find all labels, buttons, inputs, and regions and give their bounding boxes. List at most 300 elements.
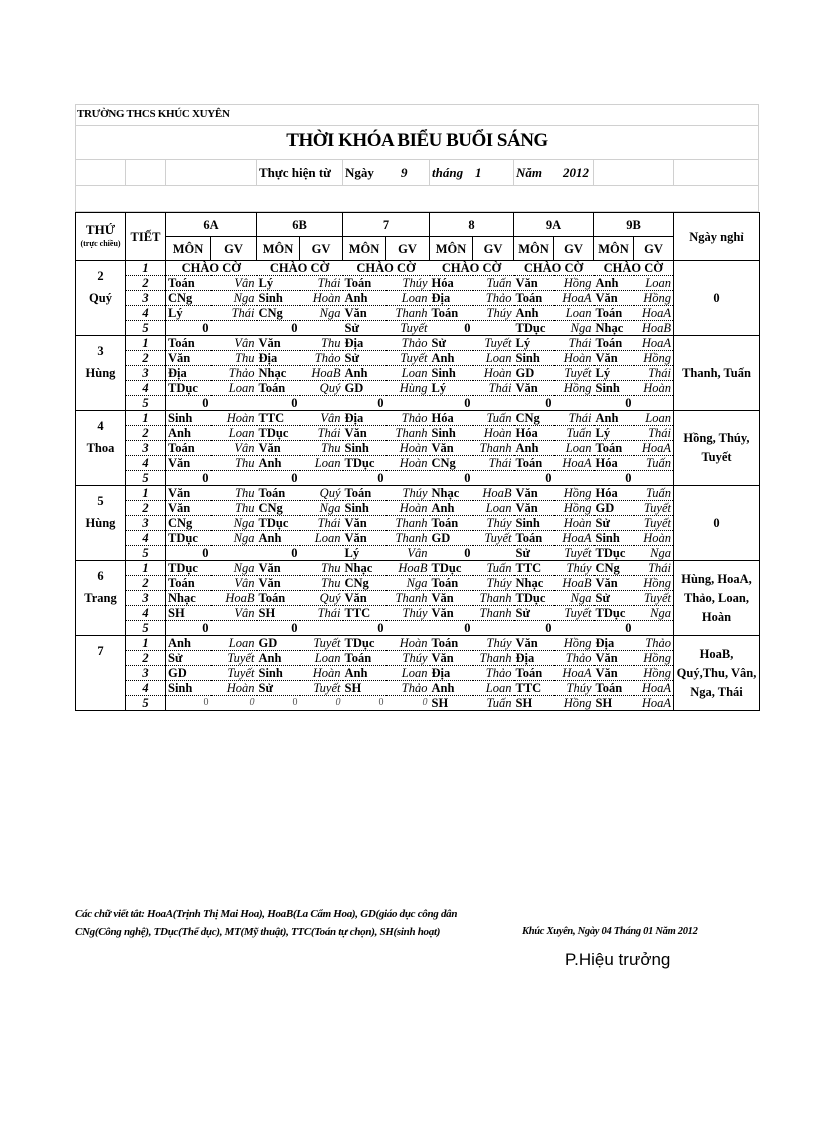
subject-cell: 0 (166, 696, 211, 711)
teacher-cell: Thảo (634, 636, 674, 651)
period-number: 5 (126, 546, 166, 561)
header-mon: MÔN (430, 237, 473, 261)
teacher-cell: Thảo (300, 351, 343, 366)
teacher-cell: Thúy (386, 606, 430, 621)
subject-cell: Văn (257, 576, 300, 591)
subject-cell: Văn (514, 381, 554, 396)
teacher-cell (634, 621, 674, 636)
period-row (76, 516, 760, 531)
abbreviations-line-1: Các chữ viết tắt: HoaA(Trịnh Thị Mai Hoa), HoaB(La Cẩm Hoa), GD(giáo dục công dân (75, 908, 458, 920)
teacher-cell (211, 546, 257, 561)
teacher-cell (634, 396, 674, 411)
subject-cell: Toán (343, 651, 386, 666)
teacher-cell: Quý (300, 381, 343, 396)
subject-cell: Anh (514, 441, 554, 456)
subject-cell: Hóa (514, 426, 554, 441)
subject-cell: Văn (166, 351, 211, 366)
teacher-cell: Tuyết (211, 666, 257, 681)
header-mon: MÔN (594, 237, 634, 261)
subject-cell: Văn (594, 651, 634, 666)
teacher-cell: Thu (300, 336, 343, 351)
teacher-cell (386, 471, 430, 486)
teacher-cell: Hoàn (473, 366, 514, 381)
header-gv: GV (473, 237, 514, 261)
subject-cell: Toán (166, 441, 211, 456)
teacher-cell: Thái (634, 561, 674, 576)
teacher-cell: HoaA (554, 666, 594, 681)
subject-cell: Văn (594, 351, 634, 366)
period-number: 4 (126, 681, 166, 696)
teacher-cell: Quý (300, 591, 343, 606)
teacher-cell: Loan (386, 666, 430, 681)
subject-cell: CNg (257, 501, 300, 516)
absent-teachers: HoaB, Quý,Thu, Vân, Nga, Thái (674, 636, 760, 711)
subject-cell: Địa (514, 651, 554, 666)
subject-cell: 0 (514, 621, 554, 636)
subject-cell: Anh (343, 366, 386, 381)
subject-cell: CNg (594, 561, 634, 576)
subject-cell: Văn (514, 636, 554, 651)
subject-cell: Sinh (257, 666, 300, 681)
teacher-cell: HoaA (554, 456, 594, 471)
subject-cell: Toán (514, 456, 554, 471)
subject-cell: TDục (343, 456, 386, 471)
subject-cell: Sử (343, 321, 386, 336)
period-row (76, 636, 760, 651)
day-number: 4 (76, 411, 126, 441)
subject-cell: 0 (343, 396, 386, 411)
subject-cell: Văn (594, 666, 634, 681)
teacher-cell: Quý (300, 486, 343, 501)
subject-cell: Văn (430, 651, 473, 666)
teacher-cell: Tuấn (634, 456, 674, 471)
effective-label: Thực hiện từ (259, 165, 331, 180)
subject-cell: GD (166, 666, 211, 681)
subject-cell: Toán (166, 336, 211, 351)
teacher-cell: Thúy (554, 561, 594, 576)
subject-cell: Sử (430, 336, 473, 351)
teacher-cell: Hồng (634, 351, 674, 366)
period-row (76, 591, 760, 606)
teacher-cell: Hoàn (634, 381, 674, 396)
teacher-cell (211, 321, 257, 336)
period-row (76, 546, 760, 561)
subject-cell: 0 (343, 696, 386, 711)
subject-cell: Sử (594, 591, 634, 606)
subject-cell: SH (514, 696, 554, 711)
subject-cell: Nhạc (166, 591, 211, 606)
teacher-cell: Tuyết (473, 531, 514, 546)
period-number: 2 (126, 276, 166, 291)
header-mon: MÔN (343, 237, 386, 261)
subject-cell: Toán (430, 306, 473, 321)
subject-cell: Toán (594, 336, 634, 351)
teacher-cell (211, 396, 257, 411)
subject-cell: Anh (430, 681, 473, 696)
subject-cell: Toán (514, 291, 554, 306)
teacher-cell: Nga (211, 516, 257, 531)
subject-cell: 0 (257, 471, 300, 486)
subject-cell: CNg (166, 291, 211, 306)
teacher-cell: Thảo (386, 336, 430, 351)
period-number: 4 (126, 381, 166, 396)
subject-cell: 0 (166, 321, 211, 336)
subject-cell: Nhạc (257, 366, 300, 381)
subject-cell: Anh (594, 411, 634, 426)
subject-cell: 0 (257, 321, 300, 336)
teacher-cell: Nga (300, 501, 343, 516)
period-row (76, 411, 760, 426)
teacher-cell: Thái (473, 456, 514, 471)
period-row (76, 606, 760, 621)
teacher-cell: Thái (554, 411, 594, 426)
header-row (76, 213, 760, 237)
absent-teachers: 0 (674, 261, 760, 336)
subject-cell: 0 (430, 321, 473, 336)
subject-cell: Văn (343, 306, 386, 321)
subject-cell: 0 (594, 621, 634, 636)
teacher-cell (554, 396, 594, 411)
subject-cell: Anh (430, 351, 473, 366)
merged-cell: CHÀO CỜ (594, 261, 674, 276)
subject-cell: CNg (430, 456, 473, 471)
teacher-cell: Tuyết (554, 606, 594, 621)
teacher-cell: Thảo (211, 366, 257, 381)
absent-teachers: Hồng, Thúy, Tuyết (674, 411, 760, 486)
teacher-cell: Loan (386, 291, 430, 306)
subject-cell: Nhạc (343, 561, 386, 576)
teacher-cell: Hoàn (554, 351, 594, 366)
subject-cell: CNg (257, 306, 300, 321)
teacher-cell: Thanh (473, 441, 514, 456)
teacher-cell: Loan (634, 276, 674, 291)
subject-cell: Địa (257, 351, 300, 366)
teacher-cell (473, 471, 514, 486)
header-class-6A: 6A (166, 213, 257, 237)
teacher-cell: Hoàn (300, 666, 343, 681)
period-number: 4 (126, 306, 166, 321)
teacher-cell (211, 621, 257, 636)
teacher-cell: Thái (554, 336, 594, 351)
subject-cell: TDục (257, 516, 300, 531)
period-number: 1 (126, 561, 166, 576)
teacher-cell (554, 621, 594, 636)
header-mon: MÔN (514, 237, 554, 261)
period-row (76, 336, 760, 351)
subject-cell: Sinh (257, 291, 300, 306)
teacher-cell: Vân (300, 411, 343, 426)
period-number: 3 (126, 591, 166, 606)
subject-cell: Sử (594, 516, 634, 531)
teacher-cell: Thái (634, 426, 674, 441)
teacher-cell: Thảo (473, 291, 514, 306)
subject-cell: Sử (257, 681, 300, 696)
teacher-cell (300, 546, 343, 561)
period-number: 5 (126, 696, 166, 711)
subject-cell: Hóa (594, 456, 634, 471)
teacher-cell: Thái (473, 381, 514, 396)
subject-cell: Toán (514, 666, 554, 681)
period-row (76, 291, 760, 306)
teacher-cell: Thảo (554, 651, 594, 666)
teacher-cell: HoaB (386, 561, 430, 576)
teacher-cell: Tuyết (211, 651, 257, 666)
absent-teachers: Thanh, Tuấn (674, 336, 760, 411)
teacher-cell: Loan (473, 351, 514, 366)
period-number: 2 (126, 651, 166, 666)
subject-cell: GD (430, 531, 473, 546)
teacher-cell (300, 471, 343, 486)
teacher-cell: HoaA (634, 306, 674, 321)
subject-cell: Lý (514, 336, 554, 351)
teacher-cell: Hoàn (473, 426, 514, 441)
sheet-header (75, 104, 759, 212)
subject-cell: Anh (343, 291, 386, 306)
teacher-cell: Tuyết (634, 591, 674, 606)
teacher-cell (386, 396, 430, 411)
subject-cell: Toán (257, 591, 300, 606)
teacher-cell: Nga (554, 591, 594, 606)
subject-cell: Hóa (430, 276, 473, 291)
period-row (76, 471, 760, 486)
teacher-cell (473, 621, 514, 636)
subject-cell: Toán (257, 486, 300, 501)
subject-cell: CNg (166, 516, 211, 531)
subject-cell: Văn (594, 576, 634, 591)
period-number: 1 (126, 411, 166, 426)
subject-cell: Toán (166, 276, 211, 291)
subject-cell: Địa (343, 336, 386, 351)
teacher-cell: Thanh (386, 591, 430, 606)
header-mon: MÔN (257, 237, 300, 261)
period-row (76, 501, 760, 516)
period-row (76, 381, 760, 396)
month-value: 1 (475, 165, 482, 180)
teacher-cell: Thái (211, 306, 257, 321)
subject-cell: 0 (594, 471, 634, 486)
teacher-cell: Thanh (473, 651, 514, 666)
subject-cell: GD (514, 366, 554, 381)
header-class-9A: 9A (514, 213, 594, 237)
teacher-cell: Loan (473, 681, 514, 696)
teacher-cell: Thanh (473, 591, 514, 606)
subject-cell: Sinh (343, 441, 386, 456)
thu-label: THỨ (85, 221, 116, 237)
header-class-9B: 9B (594, 213, 674, 237)
teacher-cell: Hoàn (554, 516, 594, 531)
teacher-cell (473, 546, 514, 561)
teacher-cell: Nga (386, 576, 430, 591)
day-number: 2 (76, 261, 126, 291)
subject-cell: Sinh (166, 411, 211, 426)
teacher-cell (300, 396, 343, 411)
subject-cell: Sinh (343, 501, 386, 516)
subject-cell: 0 (257, 396, 300, 411)
teacher-cell (300, 621, 343, 636)
teacher-cell: Vân (211, 276, 257, 291)
subject-cell: Toán (430, 576, 473, 591)
subject-cell: Lý (594, 366, 634, 381)
subject-cell: Sử (514, 606, 554, 621)
subject-cell: 0 (430, 396, 473, 411)
year-value: 2012 (563, 165, 589, 180)
subject-cell: Anh (166, 636, 211, 651)
subject-cell: 0 (257, 546, 300, 561)
subject-cell: Văn (343, 426, 386, 441)
merged-cell: CHÀO CỜ (257, 261, 343, 276)
teacher-cell: Vân (211, 336, 257, 351)
subject-cell: Địa (594, 636, 634, 651)
subject-cell: Toán (257, 381, 300, 396)
duty-teacher: Trang (76, 591, 126, 636)
teacher-cell: Nga (554, 321, 594, 336)
teacher-cell: Tuấn (473, 561, 514, 576)
subject-cell: Hóa (594, 486, 634, 501)
header-gv: GV (211, 237, 257, 261)
subject-cell: 0 (166, 546, 211, 561)
teacher-cell (211, 471, 257, 486)
teacher-cell: Tuấn (554, 426, 594, 441)
teacher-cell: Thúy (473, 306, 514, 321)
duty-teacher: Hùng (76, 516, 126, 561)
period-number: 5 (126, 621, 166, 636)
period-row (76, 261, 760, 276)
subject-cell: Văn (594, 291, 634, 306)
teacher-cell: Thu (211, 351, 257, 366)
teacher-cell: Tuấn (634, 486, 674, 501)
teacher-cell: Nga (211, 531, 257, 546)
subject-cell: Anh (594, 276, 634, 291)
header-class-6B: 6B (257, 213, 343, 237)
subject-cell: 0 (166, 471, 211, 486)
effective-date-row (75, 160, 759, 186)
subject-cell: GD (343, 381, 386, 396)
teacher-cell (473, 321, 514, 336)
teacher-cell: Thúy (554, 681, 594, 696)
teacher-cell: Loan (634, 411, 674, 426)
teacher-cell: Vân (211, 441, 257, 456)
subject-cell: Hóa (430, 411, 473, 426)
teacher-cell: Tuyết (300, 681, 343, 696)
subject-cell: Văn (257, 336, 300, 351)
teacher-cell: Hoàn (211, 681, 257, 696)
subject-cell: TTC (514, 561, 554, 576)
teacher-cell: HoaB (300, 366, 343, 381)
teacher-cell: Thảo (473, 666, 514, 681)
period-row (76, 306, 760, 321)
day-number: 7 (76, 636, 126, 666)
merged-cell: CHÀO CỜ (166, 261, 257, 276)
subject-cell: Lý (166, 306, 211, 321)
teacher-cell: Thúy (386, 486, 430, 501)
subject-cell: Văn (166, 486, 211, 501)
teacher-cell: Loan (386, 366, 430, 381)
teacher-cell: Thu (211, 456, 257, 471)
teacher-cell: Nga (211, 561, 257, 576)
teacher-cell: Tuyết (554, 546, 594, 561)
subject-cell: GD (257, 636, 300, 651)
duty-teacher: Hùng (76, 366, 126, 411)
subject-cell: 0 (166, 621, 211, 636)
teacher-cell: Thu (300, 576, 343, 591)
period-number: 4 (126, 531, 166, 546)
subject-cell: Toán (594, 441, 634, 456)
teacher-cell: Thanh (473, 606, 514, 621)
subject-cell: Sinh (514, 351, 554, 366)
subject-cell: Toán (430, 516, 473, 531)
page-title: THỜI KHÓA BIỂU BUỔI SÁNG (286, 130, 548, 151)
period-number: 3 (126, 291, 166, 306)
period-row (76, 366, 760, 381)
subject-cell: Văn (430, 441, 473, 456)
teacher-cell: 0 (300, 696, 343, 711)
teacher-cell: Thảo (386, 411, 430, 426)
teacher-cell: Thanh (386, 531, 430, 546)
subject-cell: 0 (343, 621, 386, 636)
period-row (76, 576, 760, 591)
period-row (76, 696, 760, 711)
teacher-cell: Loan (554, 441, 594, 456)
period-number: 1 (126, 261, 166, 276)
teacher-cell: Loan (473, 501, 514, 516)
teacher-cell: Loan (300, 651, 343, 666)
title-row (75, 126, 759, 160)
header-subrow (76, 237, 760, 261)
teacher-cell: Thu (300, 441, 343, 456)
subject-cell: Toán (594, 681, 634, 696)
subject-cell: TDục (430, 561, 473, 576)
teacher-cell: Nga (211, 291, 257, 306)
subject-cell: TDục (514, 591, 554, 606)
subject-cell: Sinh (166, 681, 211, 696)
subject-cell: TTC (257, 411, 300, 426)
subject-cell: Văn (166, 501, 211, 516)
subject-cell: Lý (257, 276, 300, 291)
subject-cell: 0 (430, 471, 473, 486)
subject-cell: Lý (594, 426, 634, 441)
subject-cell: CNg (514, 411, 554, 426)
subject-cell: 0 (514, 471, 554, 486)
teacher-cell: Thu (211, 501, 257, 516)
period-row (76, 651, 760, 666)
subject-cell: Sinh (430, 426, 473, 441)
subject-cell: Toán (343, 276, 386, 291)
teacher-cell: HoaA (634, 681, 674, 696)
subject-cell: Toán (166, 576, 211, 591)
teacher-cell: HoaA (554, 291, 594, 306)
subject-cell: 0 (343, 471, 386, 486)
header-gv: GV (300, 237, 343, 261)
subject-cell: CNg (343, 576, 386, 591)
subject-cell: Anh (166, 426, 211, 441)
period-number: 3 (126, 516, 166, 531)
merged-cell: CHÀO CỜ (430, 261, 514, 276)
subject-cell: SH (430, 696, 473, 711)
teacher-cell: Hoàn (386, 456, 430, 471)
teacher-cell: Thanh (386, 426, 430, 441)
period-number: 3 (126, 366, 166, 381)
subject-cell: SH (343, 681, 386, 696)
subject-cell: 0 (430, 546, 473, 561)
teacher-cell: 0 (386, 696, 430, 711)
subject-cell: Sử (166, 651, 211, 666)
teacher-cell: Thanh (386, 306, 430, 321)
subject-cell: TDục (343, 636, 386, 651)
subject-cell: Anh (430, 501, 473, 516)
subject-cell: 0 (430, 621, 473, 636)
teacher-cell: Tuyết (634, 501, 674, 516)
subject-cell: SH (166, 606, 211, 621)
